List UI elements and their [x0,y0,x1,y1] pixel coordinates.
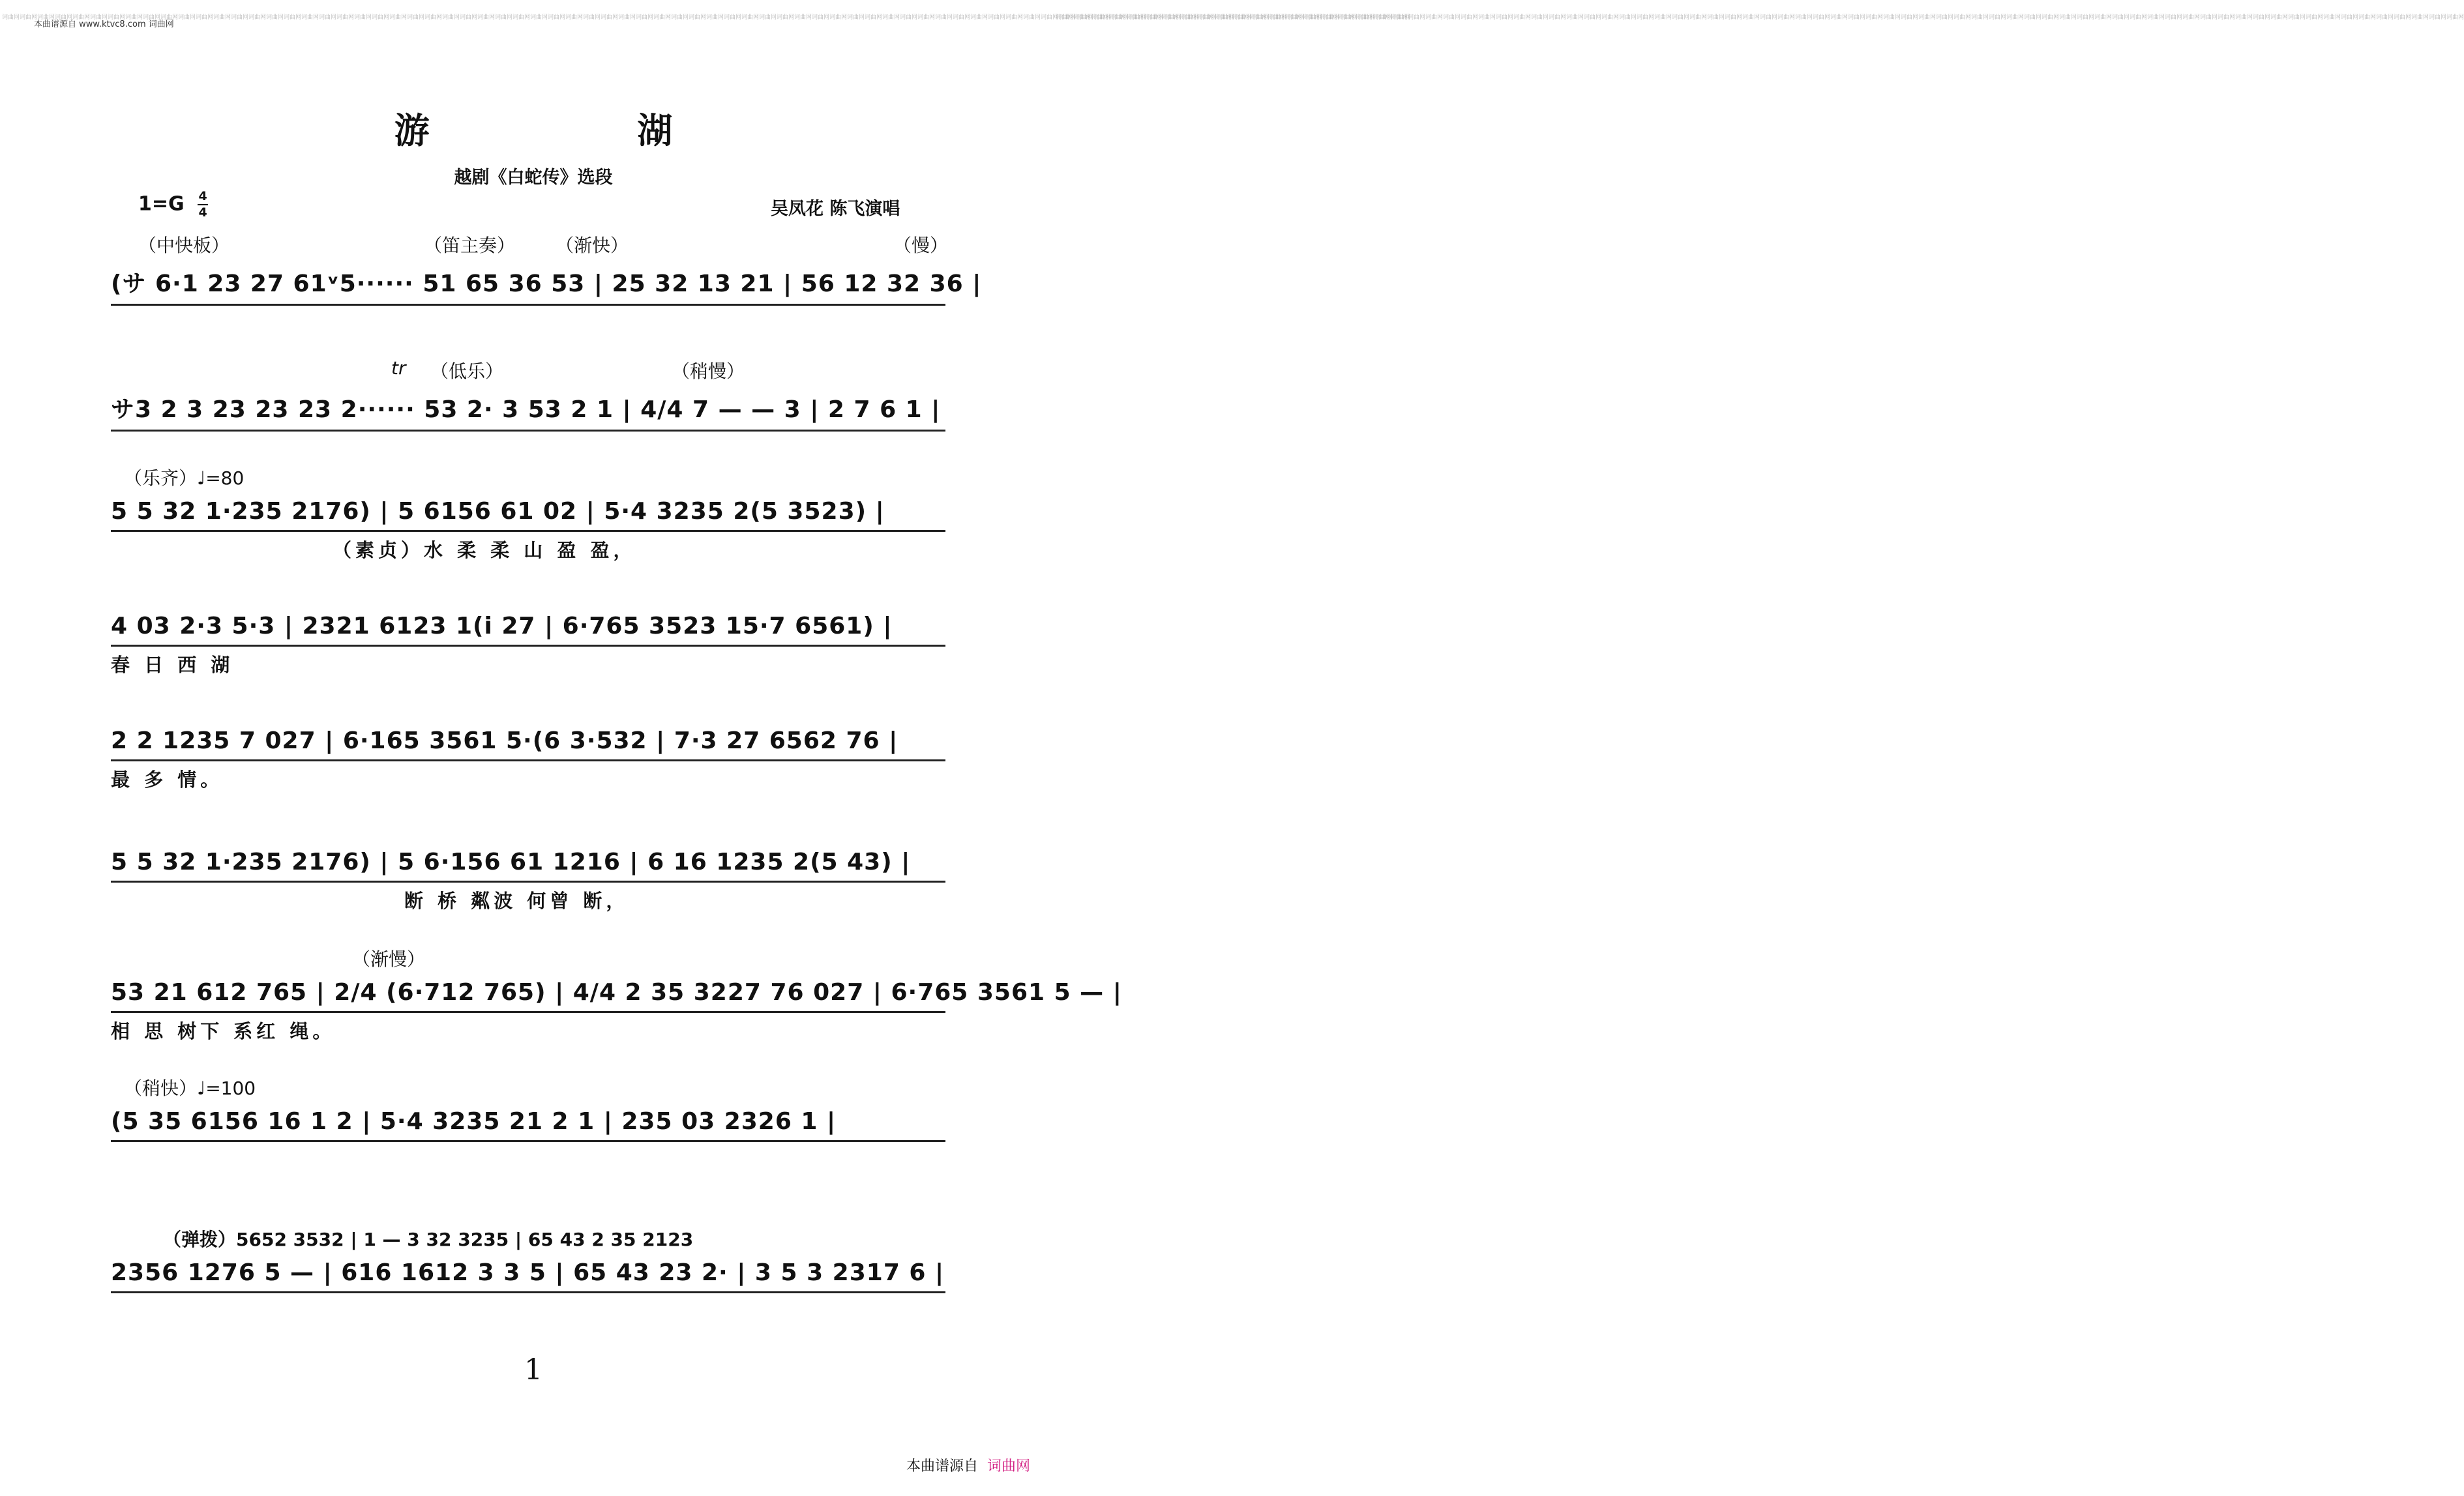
trill-mark: tr [391,357,406,379]
song-title: 游 湖 [394,110,771,151]
tempo-marks [111,1225,958,1252]
lyrics-line: 最 多 情。 [111,769,224,791]
lyrics-line: 相 思 树下 系红 绳。 [111,1020,336,1042]
notation-line: (サ 6·1 23 27 61ᵛ5······ 51 65 36 53 | 25 32 13 21 | 56 12 32 36 | [111,265,945,306]
song-subtitle: 越剧《白蛇传》选段 [454,168,613,188]
right-watermark-strip: 词曲网词曲网词曲网词曲网词曲网词曲网词曲网词曲网词曲网词曲网词曲网词曲网词曲网词曲网词曲网词曲网词曲网词曲网词曲网词曲网词曲网词曲网词曲网词曲网词曲网词曲网词曲网词曲网词曲网词曲网词曲网词曲网词曲网词曲网词曲网词曲网词曲网词曲网词曲网词曲网词曲网词曲网词曲网词曲网词曲网词曲网词曲网词曲网词曲网词曲网词曲网词曲网词曲网词曲网词曲网词曲网词曲网词曲网词曲网词曲网词曲网词曲网词曲网词曲网词曲网词曲网词曲网词曲网词曲网词曲网词曲网词曲网词曲网词曲网词曲网词曲网词曲网词曲网词曲网词曲网 [1056,14,2464,21]
notation-line: 5 5 32 1·235 2176) | 5 6·156 61 1216 | 6 16 1235 2(5 43) | [111,849,945,883]
tempo-mark: （渐快） [556,235,629,256]
page-header-source: 本曲谱源自 www.ktvc8.com 词曲网 [34,20,174,29]
lyrics-line: 断 桥 粼波 何曾 断， [404,890,629,912]
key-label: 1=G [138,192,185,216]
notation-line: サ3 2 3 23 23 23 2······ 53 2· 3 53 2 1 | 4/4 7 — — 3 | 2 7 6 1 | [111,391,945,432]
lyrics-line: （素贞）水 柔 柔 山 盈 盈， [333,539,636,561]
page-footer [906,1455,1030,1475]
tempo-mark: （笛主奏） [424,235,516,256]
page-number: 1 [524,1353,542,1386]
notation-line: 5 5 32 1·235 2176) | 5 6156 61 02 | 5·4 3235 2(5 3523) | [111,498,945,532]
tempo-mark: （弹拨）5652 3532 | 1 — 3 32 3235 | 65 43 2 35 2123 [163,1229,694,1250]
notation-line: 2 2 1235 7 027 | 6·165 3561 5·(6 3·532 | 7·3 27 6562 76 | [111,727,945,761]
tempo-marks [111,464,958,490]
footer-source-label: 本曲谱源自 [906,1458,978,1474]
tempo-marks [111,357,958,383]
tempo-mark: （渐慢） [352,948,426,970]
tempo-mark: （慢） [893,235,949,256]
left-watermark-strip: 词曲网词曲网词曲网词曲网词曲网词曲网词曲网词曲网词曲网词曲网词曲网词曲网词曲网词曲网词曲网词曲网词曲网词曲网词曲网词曲网词曲网词曲网词曲网词曲网词曲网词曲网词曲网词曲网词曲网词曲网词曲网词曲网词曲网词曲网词曲网词曲网词曲网词曲网词曲网词曲网词曲网词曲网词曲网词曲网词曲网词曲网词曲网词曲网词曲网词曲网词曲网词曲网词曲网词曲网词曲网词曲网词曲网词曲网词曲网词曲网词曲网词曲网词曲网词曲网词曲网词曲网词曲网词曲网词曲网词曲网词曲网词曲网词曲网词曲网词曲网词曲网词曲网词曲网词曲网词曲网 [2,14,1411,21]
tempo-mark: （稍慢） [672,360,745,382]
time-signature-top: 4 [198,189,207,203]
footer-site-link[interactable]: 词曲网 [987,1458,1030,1474]
lyrics-line: 春 日 西 湖 [111,654,234,676]
tempo-mark: （低乐） [430,360,504,382]
performer-credit: 吴凤花 陈飞演唱 [771,199,900,219]
tempo-marks [111,1074,958,1100]
notation-line: 4 03 2·3 5·3 | 2321 6123 1(i 27 | 6·765 3523 15·7 6561) | [111,613,945,647]
tempo-marks [111,945,958,971]
tempo-mark: （中快板） [138,235,230,256]
tempo-marks [111,231,958,257]
key-signature [138,190,208,219]
time-signature [198,190,208,219]
time-signature-bottom: 4 [198,205,207,220]
notation-line: (5 35 6156 16 1 2 | 5·4 3235 21 2 1 | 235 03 2326 1 | [111,1108,945,1142]
tempo-mark: （稍快）♩=100 [124,1078,256,1099]
notation-line: 53 21 612 765 | 2/4 (6·712 765) | 4/4 2 35 3227 76 027 | 6·765 3561 5 — | [111,979,945,1013]
tempo-mark: （乐齐）♩=80 [124,467,245,489]
notation-line: 2356 1276 5 — | 616 1612 3 3 5 | 65 43 23 2· | 3 5 3 2317 6 | [111,1259,945,1293]
